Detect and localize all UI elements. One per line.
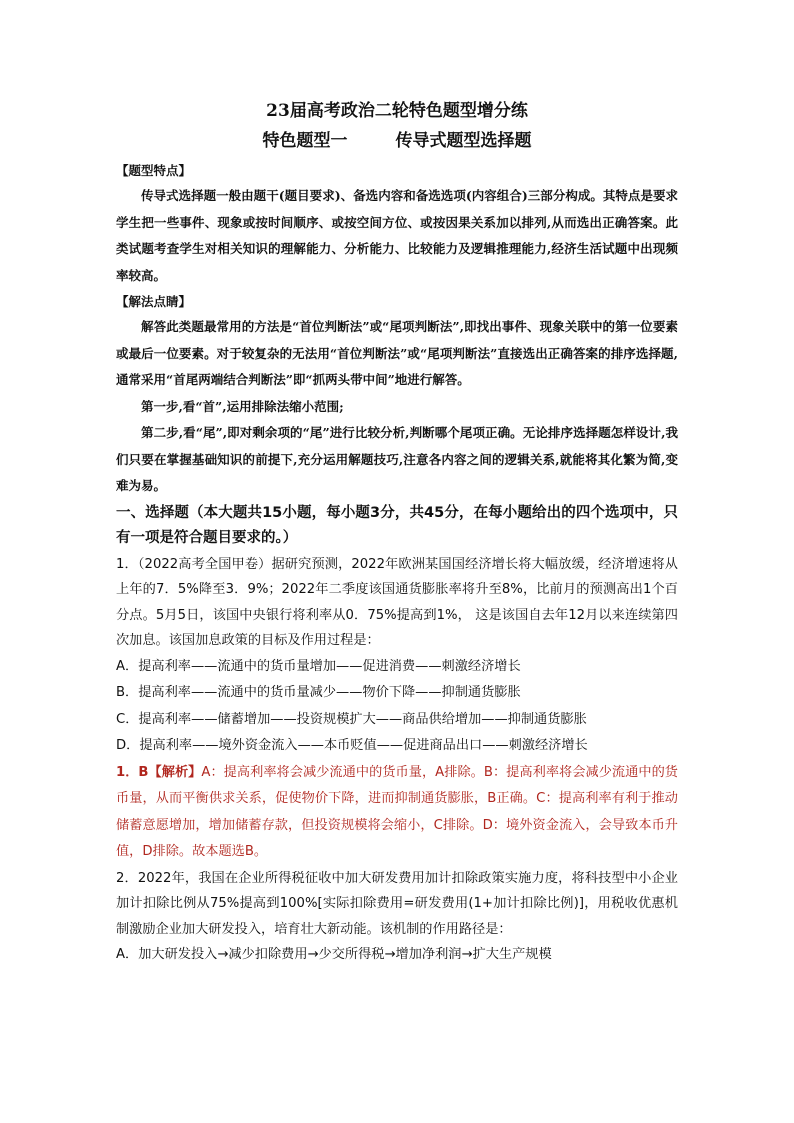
answer-tag: 1．B【解析】 — [116, 764, 202, 780]
section-heading: 一、选择题（本大题共15小题，每小题3分，共45分，在每小题给出的四个选项中，只有一项是符合题目要求的。） — [116, 504, 678, 546]
document-subtitle — [116, 126, 678, 156]
question-2-option-a: A．加大研发投入→减少扣除费用→少交所得税→增加净利润→扩大生产规模 — [116, 947, 552, 962]
question-1-stem: 1．（2022高考全国甲卷）据研究预测，2022年欧洲某国国经济增长将大幅放缓，经济增速将从上年的7．5%降至3．9%；2022年二季度该国通货膨胀率将升至8%，比前月的预测高出1个百分点。5月5日，该国中央银行将利率从0．75%提高到1%， 这是该国自去年12月以来连续第四次加息。该国加息政策的目标及作用过程是： — [116, 556, 678, 648]
question-1-answer — [116, 760, 678, 866]
document-title: 23届高考政治二轮特色题型增分练 — [266, 101, 528, 121]
features-heading: 【题型特点】 — [116, 163, 192, 178]
method-paragraph-2: 第一步,看“首”,运用排除法缩小范围; — [141, 398, 344, 414]
method-paragraph-3: 第二步,看“尾”,即对剩余项的“尾”进行比较分析,判断哪个尾项正确。无论排序选择题怎样设计,我们只要在掌握基础知识的前提下,充分运用解题技巧,注意各内容之间的逻辑关系,就能将其化繁为简,变难为易。 — [116, 425, 678, 493]
method-paragraph-1: 解答此类题最常用的方法是“首位判断法”或“尾项判断法”,即找出事件、现象关联中的第一位要素或最后一位要素。对于较复杂的无法用“首位判断法”或“尾项判断法”直接选出正确答案的排序选择题,通常采用“首尾两端结合判断法”即“抓两头带中间”地进行解答。 — [116, 319, 678, 387]
question-1-option-d: D．提高利率——境外资金流入——本币贬值——促进商品出口——刺激经济增长 — [116, 738, 588, 753]
subtitle-right: 传导式题型选择题 — [395, 131, 532, 151]
question-2-stem: 2．2022年，我国在企业所得税征收中加大研发费用加计扣除政策实施力度，将科技型中小企业加计扣除比例从75%提高到100%[实际扣除费用=研发费用(1+加计扣除比例)]，用税收优惠机制激励企业加大研发投入，培育壮大新动能。该机制的作用路径是： — [116, 870, 678, 937]
subtitle-left: 特色题型一 — [262, 131, 348, 151]
method-heading: 【解法点睛】 — [116, 294, 192, 309]
question-1-option-a: A．提高利率——流通中的货币量增加——促进消费——刺激经济增长 — [116, 658, 521, 674]
question-1-option-b: B．提高利率——流通中的货币量减少——物价下降——抑制通货膨胀 — [116, 685, 521, 700]
document-page — [116, 96, 678, 969]
answer-explanation: A：提高利率将会减少流通中的货币量，A排除。B：提高利率将会减少流通中的货币量，从而平衡供求关系，促使物价下降，进而抑制通货膨胀，B正确。C：提高利率有利于推动储蓄意愿增加，增加储蓄存款，但投资规模将会缩小，C排除。D：境外资金流入，会导致本币升值，D排除。故本题选B。 — [116, 764, 678, 859]
question-1-option-c: C．提高利率——储蓄增加——投资规模扩大——商品供给增加——抑制通货膨胀 — [116, 711, 587, 727]
features-paragraph: 传导式选择题一般由题干(题目要求)、备选内容和备选选项(内容组合)三部分构成。其特点是要求学生把一些事件、现象或按时间顺序、或按空间方位、或按因果关系加以排列,从而选出正确答案。此类试题考查学生对相关知识的理解能力、分析能力、比较能力及逻辑推理能力,经济生活试题中出现频率较高。 — [116, 188, 678, 283]
